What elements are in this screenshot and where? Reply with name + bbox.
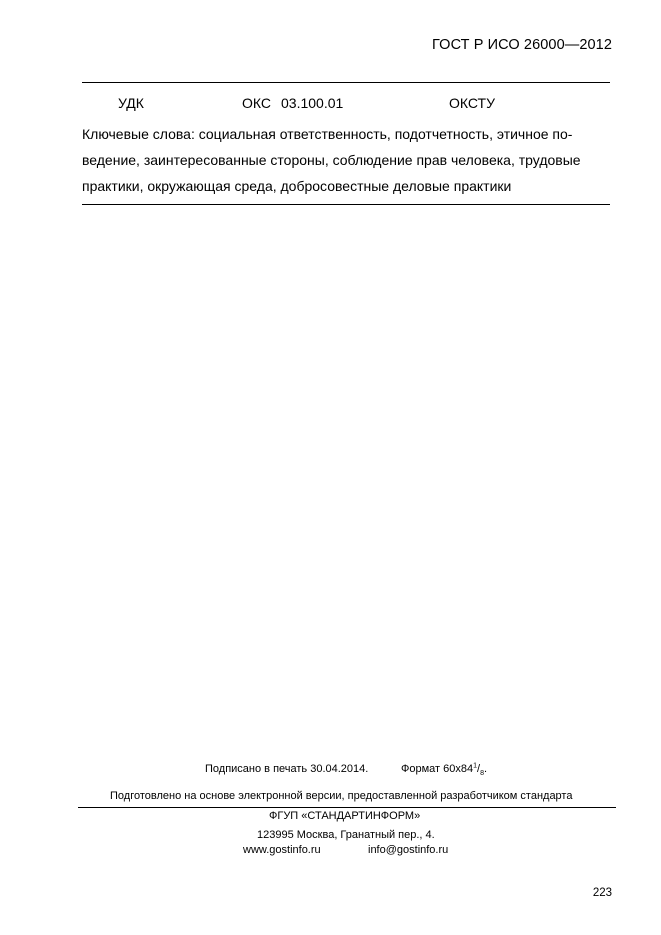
- imprint-divider: [78, 807, 616, 808]
- publisher-name: ФГУП «СТАНДАРТИНФОРМ»: [269, 810, 421, 822]
- standard-header: ГОСТ Р ИСО 26000—2012: [432, 37, 612, 53]
- publisher-address: 123995 Москва, Гранатный пер., 4.: [257, 829, 435, 841]
- keywords-block: [82, 121, 612, 199]
- keywords-line-2: ведение, заинтересованные стороны, соблюдение прав человека, трудовые: [82, 152, 581, 168]
- oks-value: 03.100.01: [281, 95, 344, 111]
- keywords-divider: [82, 204, 610, 205]
- oks-label: ОКС: [242, 95, 271, 111]
- prepared-note: Подготовлено на основе электронной версии, предоставленной разработчиком стандарта: [110, 790, 573, 802]
- keywords-line-1: Ключевые слова: социальная ответственность, подотчетность, этичное по-: [82, 126, 573, 142]
- keywords-line-3: практики, окружающая среда, добросовестные деловые практики: [82, 178, 512, 194]
- udk-label: УДК: [118, 95, 144, 111]
- signed-date: Подписано в печать 30.04.2014.: [205, 763, 369, 775]
- format-suffix: .: [483, 763, 488, 775]
- top-divider: [82, 82, 610, 83]
- print-format: Формат $60х84^1/_8$.: [401, 762, 488, 778]
- format-sup: 1: [473, 762, 478, 770]
- format-sub: 8: [480, 770, 484, 778]
- publisher-website[interactable]: www.gostinfo.ru: [243, 844, 321, 856]
- format-prefix: Формат 60х84: [401, 763, 474, 775]
- publisher-email[interactable]: info@gostinfo.ru: [368, 844, 449, 856]
- okstu-label: ОКСТУ: [449, 95, 495, 111]
- page-number: 223: [592, 887, 612, 899]
